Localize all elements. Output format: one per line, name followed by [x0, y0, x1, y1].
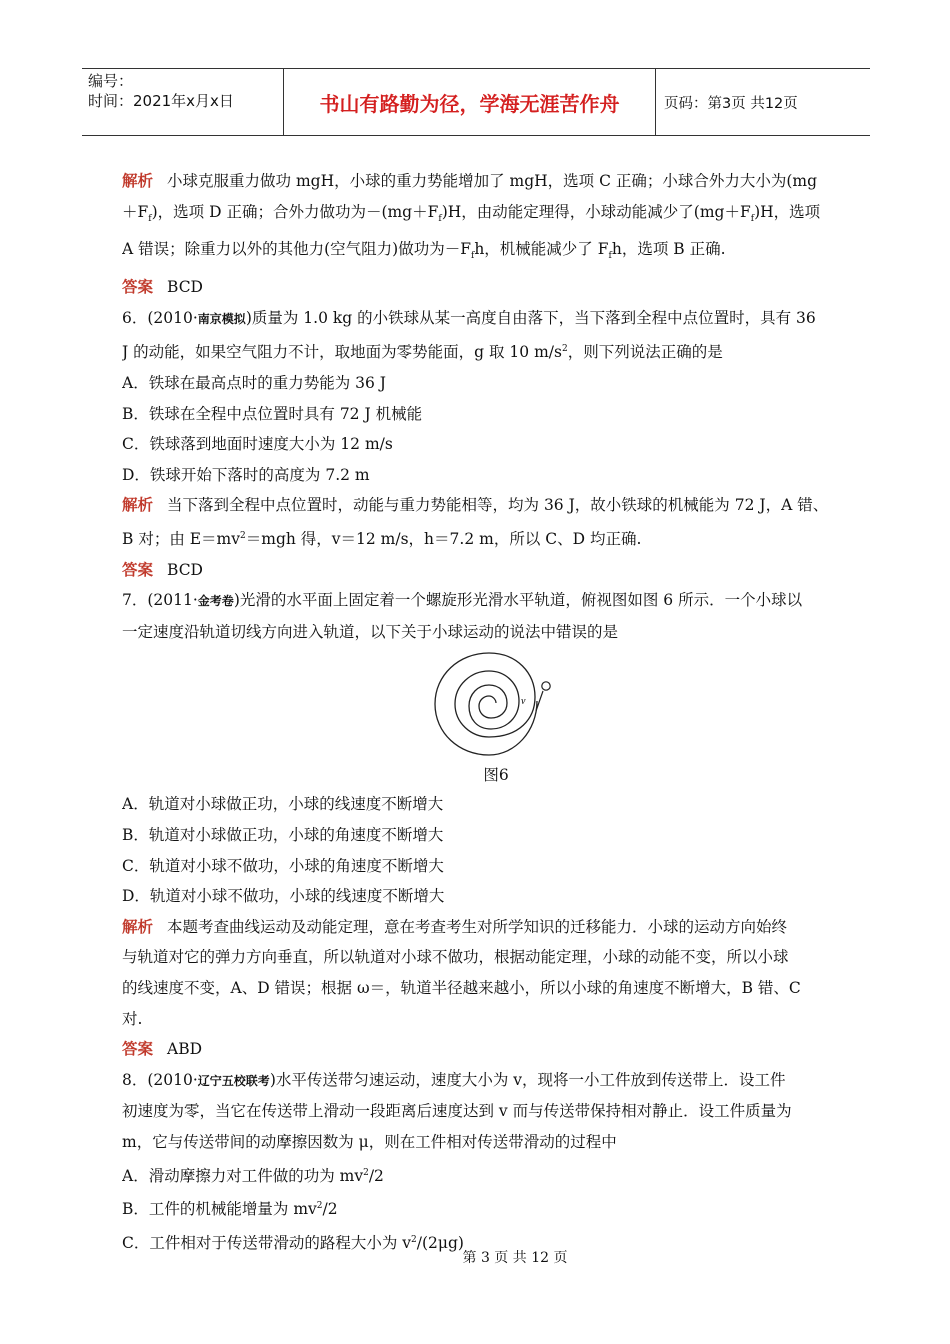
- answer-label: 答案: [122, 560, 154, 579]
- q6-analysis-line-2: [122, 521, 870, 555]
- analysis-label: 解析: [122, 496, 154, 515]
- q7-analysis-line-3: 的线速度不变，A、D 错误；根据 ω＝，轨道半径越来越小，所以小球的角速度不断增大，B 错、C: [122, 978, 801, 997]
- q7-option-c: C．轨道对小球不做功，小球的角速度不断增大: [122, 856, 444, 875]
- question-source: 辽宁五校联考: [197, 1073, 270, 1088]
- q6-option-d: D．铁球开始下落时的高度为 7.2 m: [122, 465, 370, 484]
- spiral-track-diagram: [431, 649, 561, 759]
- text: 当下落到全程中点位置时，动能与重力势能相等，均为 36 J，故小铁球的机械能为 72 J，A 错、: [167, 496, 829, 515]
- header-motto: 书山有路勤为径，学海无涯苦作舟: [284, 69, 656, 135]
- superscript: 2: [561, 344, 568, 355]
- text: ＝mgh 得，v＝12 m/s，h＝7.2 m，所以 C、D 均正确.: [245, 530, 642, 549]
- page-header: [82, 68, 870, 136]
- superscript: 2: [240, 530, 246, 541]
- q6-line-1: [122, 303, 870, 335]
- q7-analysis-line-1: [122, 912, 870, 943]
- q5-answer: [122, 272, 870, 303]
- text: C．工件相对于传送带滑动的路程大小为 v: [122, 1234, 412, 1253]
- question-number: 8．(2010·: [122, 1070, 198, 1089]
- text: /2: [322, 1200, 338, 1219]
- page-footer: 第 3 页 共 12 页: [462, 1250, 568, 1266]
- text: )，选项 D 正确；合外力做功为－(mg＋F: [151, 202, 439, 221]
- text: )水平传送带匀速运动，速度大小为 v，现将一小工件放到传送带上．设工件: [269, 1070, 786, 1089]
- q8-option-b: [122, 1191, 870, 1225]
- q7-analysis-line-4: 对.: [122, 1009, 143, 1028]
- analysis-label: 解析: [122, 172, 154, 190]
- question-number: 7．(2011·: [122, 591, 198, 610]
- header-left-cell: [82, 69, 284, 135]
- q7-option-a: A．轨道对小球做正功，小球的线速度不断增大: [122, 795, 444, 814]
- q8-line-1: [122, 1065, 870, 1097]
- text: 小球克服重力做功 mgH，小球的重力势能增加了 mgH，选项 C 正确；小球合外力大小为(mg: [167, 172, 818, 190]
- ball: [542, 682, 550, 690]
- text: h，选项 B 正确.: [611, 240, 726, 259]
- header-time-label: 时间：2021年x月x日: [88, 92, 234, 110]
- text: B 对；由 E＝mv: [122, 530, 241, 549]
- answer-value: BCD: [167, 560, 203, 579]
- figure-caption: 图6: [483, 766, 509, 785]
- text: /2: [368, 1166, 384, 1185]
- superscript: 2: [316, 1201, 323, 1212]
- subscript: f: [148, 213, 152, 224]
- text: )质量为 1.0 kg 的小铁球从某一高度自由落下，当下落到全程中点位置时，具有 36: [245, 308, 816, 327]
- question-source: 金考卷: [197, 594, 234, 609]
- q7-line-2: 一定速度沿轨道切线方向进入轨道，以下关于小球运动的说法中错误的是: [122, 622, 619, 641]
- q7-option-d: D．轨道对小球不做功，小球的线速度不断增大: [122, 887, 445, 906]
- q8-line-3: m，它与传送带间的动摩擦因数为 μ，则在工件相对传送带滑动的过程中: [122, 1132, 617, 1151]
- answer-label: 答案: [122, 1040, 154, 1059]
- superscript: 2: [411, 1235, 417, 1246]
- text: J 的动能，如果空气阻力不计，取地面为零势能面，g 取 10 m/s: [122, 343, 562, 362]
- velocity-label: v: [521, 696, 526, 708]
- q6-option-a: A．铁球在最高点时的重力势能为 36 J: [122, 373, 386, 392]
- text: )H，由动能定理得，小球动能减少了(mg＋F: [441, 202, 751, 221]
- subscript: f: [438, 213, 442, 224]
- text: )光滑的水平面上固定着一个螺旋形光滑水平轨道，俯视图如图 6 所示．一个小球以: [233, 591, 803, 610]
- q7-answer: [122, 1034, 870, 1065]
- text: B．工件的机械能增量为 mv: [122, 1200, 317, 1219]
- header-page-label: 页码：第3页 共12页: [664, 95, 798, 112]
- superscript: 2: [363, 1167, 369, 1178]
- q6-analysis-line-1: [122, 490, 870, 521]
- answer-value: BCD: [167, 277, 203, 296]
- text: 本题考查曲线运动及动能定理，意在考查考生对所学知识的迁移能力．小球的运动方向始终: [167, 917, 788, 936]
- subscript: f: [750, 213, 755, 224]
- text: ，则下列说法正确的是: [567, 343, 723, 362]
- text: A 错误；除重力以外的其他力(空气阻力)做功为－F: [122, 240, 471, 259]
- answer-value: ABD: [167, 1040, 203, 1059]
- question-source: 南京模拟: [197, 311, 246, 326]
- q7-line-1: [122, 585, 870, 617]
- text: )H，选项: [754, 202, 821, 221]
- q5-analysis-line-1: [122, 166, 870, 197]
- q6-answer: [122, 555, 870, 586]
- spiral-track-figure: [122, 649, 870, 789]
- q8-option-a: [122, 1158, 870, 1192]
- q7-analysis-line-2: 与轨道对它的弹力方向垂直，所以轨道对小球不做功，根据动能定理，小球的动能不变，所以小球: [122, 948, 789, 967]
- subscript: f: [608, 251, 612, 262]
- q8-line-2: 初速度为零，当它在传送带上滑动一段距离后速度达到 v 而与传送带保持相对静止．设工件质量为: [122, 1102, 792, 1121]
- header-number-label: 编号：: [88, 72, 134, 90]
- text: A．滑动摩擦力对工件做的功为 mv: [122, 1166, 364, 1185]
- q5-analysis-line-2: [122, 197, 870, 235]
- subscript: f: [470, 251, 475, 262]
- q7-option-b: B．轨道对小球做正功，小球的角速度不断增大: [122, 826, 444, 844]
- q6-line-2: [122, 334, 870, 368]
- q6-option-c: C．铁球落到地面时速度大小为 12 m/s: [122, 435, 393, 454]
- answer-label: 答案: [122, 277, 154, 296]
- q5-analysis-line-3: [122, 234, 870, 272]
- text: /(2μg): [416, 1234, 464, 1253]
- q6-option-b: B．铁球在全程中点位置时具有 72 J 机械能: [122, 404, 423, 423]
- text: ＋F: [122, 202, 149, 221]
- analysis-label: 解析: [122, 917, 154, 936]
- text: h，机械能减少了 F: [474, 240, 609, 259]
- document-body: [122, 166, 870, 1259]
- question-number: 6．(2010·: [122, 308, 198, 327]
